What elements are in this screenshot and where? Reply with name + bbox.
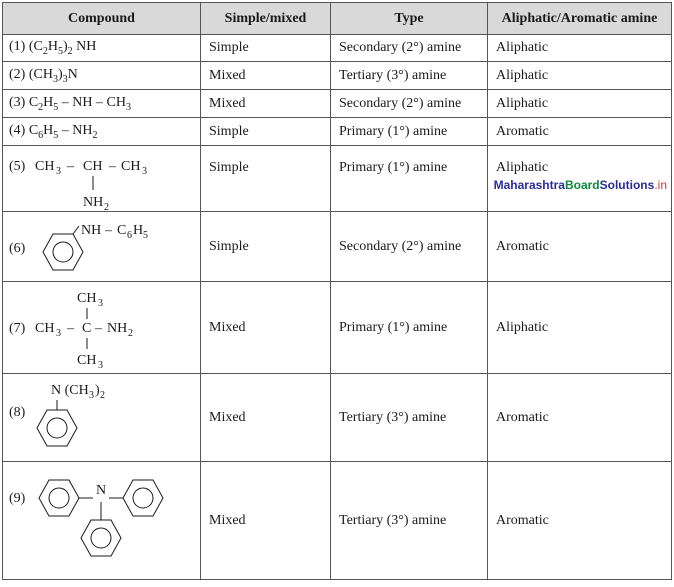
compound-formula: (1) $(C_2H_5)_2$ NH xyxy=(3,35,201,62)
amine-class-value: Aromatic xyxy=(488,212,672,282)
table-row xyxy=(3,212,672,282)
row-number: (1) xyxy=(9,39,26,55)
nitrogen-atom: N xyxy=(96,483,107,498)
benzene-ring-icon xyxy=(123,480,163,516)
amine-class-value: Aromatic xyxy=(488,118,672,146)
svg-text:6: 6 xyxy=(127,230,132,241)
structure-isopropylamine xyxy=(3,146,199,212)
svg-text:H: H xyxy=(133,223,144,238)
svg-text:NH: NH xyxy=(107,321,128,336)
amine-class-value: Aromatic xyxy=(488,374,672,462)
svg-text:–: – xyxy=(109,159,116,174)
svg-text:–: – xyxy=(105,223,112,238)
simple-mixed-value: Simple xyxy=(201,212,331,282)
amine-class-text: Aliphatic xyxy=(496,160,549,175)
svg-text:–: – xyxy=(95,321,102,336)
compound-formula: (4) $C_6H_5 - NH_2$ xyxy=(3,118,201,146)
amine-type-value: Tertiary (3°) amine xyxy=(331,374,488,462)
table-row xyxy=(3,462,672,580)
svg-text:C: C xyxy=(82,321,92,336)
simple-mixed-value: Mixed xyxy=(201,90,331,118)
svg-text:C: C xyxy=(117,223,127,238)
compound-formula xyxy=(3,212,201,282)
svg-text:CH: CH xyxy=(77,353,97,368)
svg-text:NH: NH xyxy=(81,223,102,238)
compound-formula xyxy=(3,282,201,374)
simple-mixed-value: Mixed xyxy=(201,374,331,462)
svg-text:CH: CH xyxy=(35,321,55,336)
header-aliphatic-aromatic: Aliphatic/Aromatic amine xyxy=(488,3,672,35)
simple-mixed-value: Mixed xyxy=(201,282,331,374)
table-row xyxy=(3,90,672,118)
svg-text:2: 2 xyxy=(104,202,109,212)
benzene-ring-icon xyxy=(39,480,79,516)
svg-text:N (CH: N (CH xyxy=(51,383,89,398)
header-simple-mixed: Simple/mixed xyxy=(201,3,331,35)
table-row xyxy=(3,35,672,62)
table-row xyxy=(3,282,672,374)
structure-tert-butylamine xyxy=(3,282,199,374)
benzene-ring-icon xyxy=(81,520,121,556)
simple-mixed-value: Mixed xyxy=(201,462,331,580)
row-number: (2) xyxy=(9,66,26,82)
simple-mixed-value: Simple xyxy=(201,35,331,62)
compound-formula xyxy=(3,462,201,580)
row-number: (5) xyxy=(9,159,26,174)
svg-text:3: 3 xyxy=(142,166,147,177)
row-number: (7) xyxy=(9,321,26,336)
watermark-part1: Maharashtra xyxy=(493,178,565,192)
amine-class-value xyxy=(488,146,672,212)
row-number: (8) xyxy=(9,405,26,420)
simple-mixed-value: Simple xyxy=(201,146,331,212)
watermark-part2: Board xyxy=(564,178,600,192)
structure-dimethylaniline xyxy=(3,374,199,462)
table-row xyxy=(3,62,672,90)
compound-formula xyxy=(3,146,201,212)
svg-text:CH: CH xyxy=(77,291,97,306)
svg-text:5: 5 xyxy=(143,230,148,241)
amine-type-value: Secondary (2°) amine xyxy=(331,212,488,282)
amine-type-value: Primary (1°) amine xyxy=(331,118,488,146)
amine-classification-table xyxy=(2,2,672,580)
svg-text:NH: NH xyxy=(83,195,104,210)
svg-text:CH: CH xyxy=(35,159,55,174)
svg-text:2: 2 xyxy=(128,328,133,339)
amine-type-value: Tertiary (3°) amine xyxy=(331,462,488,580)
amine-class-value: Aliphatic xyxy=(488,282,672,374)
svg-text:3: 3 xyxy=(98,360,103,371)
amine-type-value: Secondary (2°) amine xyxy=(331,90,488,118)
header-compound: Compound xyxy=(3,3,201,35)
svg-text:CH: CH xyxy=(83,159,103,174)
row-number: (6) xyxy=(9,241,26,256)
site-watermark xyxy=(494,178,667,192)
compound-formula: (3) $C_2H_5$ – NH – $CH_3$ xyxy=(3,90,201,118)
compound-formula: (2) $(CH_3)_3N$ xyxy=(3,62,201,90)
row-number: (9) xyxy=(9,491,26,506)
svg-text:3: 3 xyxy=(98,298,103,309)
svg-text:3: 3 xyxy=(56,166,61,177)
benzene-ring-icon xyxy=(43,234,83,270)
row-number: (3) xyxy=(9,94,26,110)
table-row xyxy=(3,118,672,146)
amine-class-value: Aliphatic xyxy=(488,35,672,62)
table-row xyxy=(3,146,672,212)
amine-type-value: Tertiary (3°) amine xyxy=(331,62,488,90)
structure-triphenylamine xyxy=(3,462,199,580)
svg-text:–: – xyxy=(67,321,74,336)
table-row xyxy=(3,374,672,462)
watermark-part3: Solutions xyxy=(599,178,655,192)
simple-mixed-value: Simple xyxy=(201,118,331,146)
header-type: Type xyxy=(331,3,488,35)
header-row xyxy=(3,3,672,35)
compound-formula xyxy=(3,374,201,462)
amine-type-value: Primary (1°) amine xyxy=(331,282,488,374)
svg-text:): ) xyxy=(95,383,100,398)
row-number: (4) xyxy=(9,122,26,138)
watermark-part4: .in xyxy=(654,178,667,192)
svg-text:3: 3 xyxy=(89,390,94,401)
amine-type-value: Secondary (2°) amine xyxy=(331,35,488,62)
structure-diphenylamine-like xyxy=(3,212,199,282)
simple-mixed-value: Mixed xyxy=(201,62,331,90)
amine-type-value: Primary (1°) amine xyxy=(331,146,488,212)
amine-class-value: Aliphatic xyxy=(488,90,672,118)
amine-class-value: Aliphatic xyxy=(488,62,672,90)
svg-text:2: 2 xyxy=(100,390,105,401)
amine-class-value: Aromatic xyxy=(488,462,672,580)
svg-text:–: – xyxy=(67,159,74,174)
benzene-ring-icon xyxy=(37,410,77,446)
svg-text:3: 3 xyxy=(56,328,61,339)
svg-text:CH: CH xyxy=(121,159,141,174)
